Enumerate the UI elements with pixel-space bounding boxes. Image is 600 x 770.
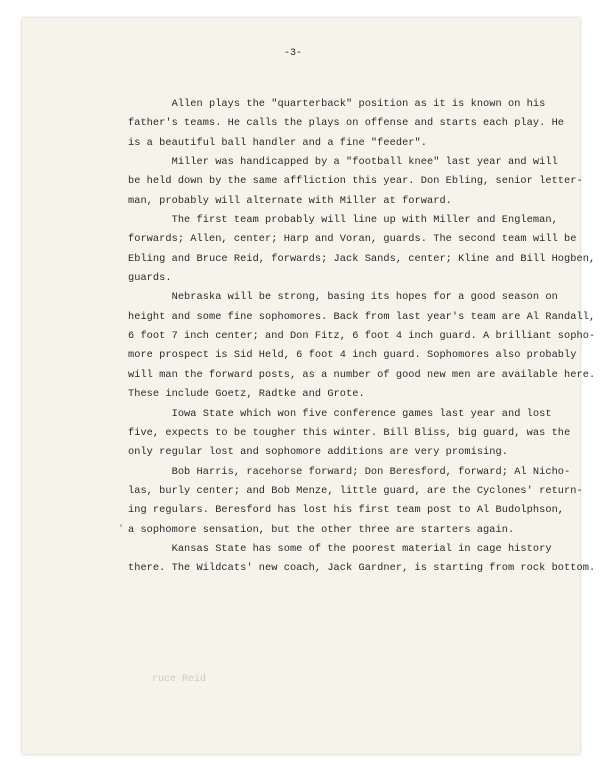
- text-line: father's teams. He calls the plays on offense and starts each play. He: [128, 117, 565, 130]
- text-line: 6 foot 7 inch center; and Don Fitz, 6 foot 4 inch guard. A brilliant sopho-: [128, 330, 596, 343]
- text-line: Nebraska will be strong, basing its hopes for a good season on: [128, 291, 558, 304]
- text-line: guards.: [128, 272, 172, 285]
- text-line: more prospect is Sid Held, 6 foot 4 inch guard. Sophomores also probably: [128, 349, 577, 362]
- text-line: five, expects to be tougher this winter. Bill Bliss, big guard, was the: [128, 426, 571, 439]
- typewritten-text-body: [128, 95, 595, 579]
- text-line: Bob Harris, racehorse forward; Don Beresford, forward; Al Nicho-: [128, 465, 571, 478]
- text-line: height and some fine sophomores. Back from last year's team are Al Randall,: [128, 310, 596, 323]
- text-line: be held down by the same affliction this year. Don Ebling, senior letter-: [128, 175, 583, 188]
- text-line: only regular lost and sophomore additions are very promising.: [128, 446, 508, 459]
- text-line: a sophomore sensation, but the other three are starters again.: [128, 523, 515, 536]
- text-line: The first team probably will line up with Miller and Engleman,: [128, 214, 558, 227]
- text-line: there. The Wildcats' new coach, Jack Gardner, is starting from rock bottom.: [128, 562, 596, 575]
- text-line: Kansas State has some of the poorest material in cage history: [128, 542, 552, 555]
- ink-mark: [120, 524, 122, 527]
- text-line: forwards; Allen, center; Harp and Voran, guards. The second team will be: [128, 233, 577, 246]
- text-line: will man the forward posts, as a number of good new men are available here.: [128, 368, 596, 381]
- text-line: Miller was handicapped by a "football knee" last year and will: [128, 156, 558, 169]
- text-line: is a beautiful ball handler and a fine "feeder".: [128, 136, 427, 149]
- text-line: ing regulars. Beresford has lost his first team post to Al Budolphson,: [128, 504, 565, 517]
- text-line: These include Goetz, Radtke and Grote.: [128, 388, 365, 401]
- page-number: -3-: [284, 48, 303, 59]
- text-line: man, probably will alternate with Miller at forward.: [128, 194, 452, 207]
- text-line: Ebling and Bruce Reid, forwards; Jack Sands, center; Kline and Bill Hogben,: [128, 252, 596, 265]
- typewritten-page: [22, 18, 596, 754]
- text-line: Iowa State which won five conference games last year and lost: [128, 407, 552, 420]
- text-line: Allen plays the "quarterback" position as it is known on his: [128, 98, 546, 110]
- bleed-through-text: ruce Reid: [152, 674, 207, 685]
- text-line: las, burly center; and Bob Menze, little guard, are the Cyclones' return-: [128, 484, 583, 497]
